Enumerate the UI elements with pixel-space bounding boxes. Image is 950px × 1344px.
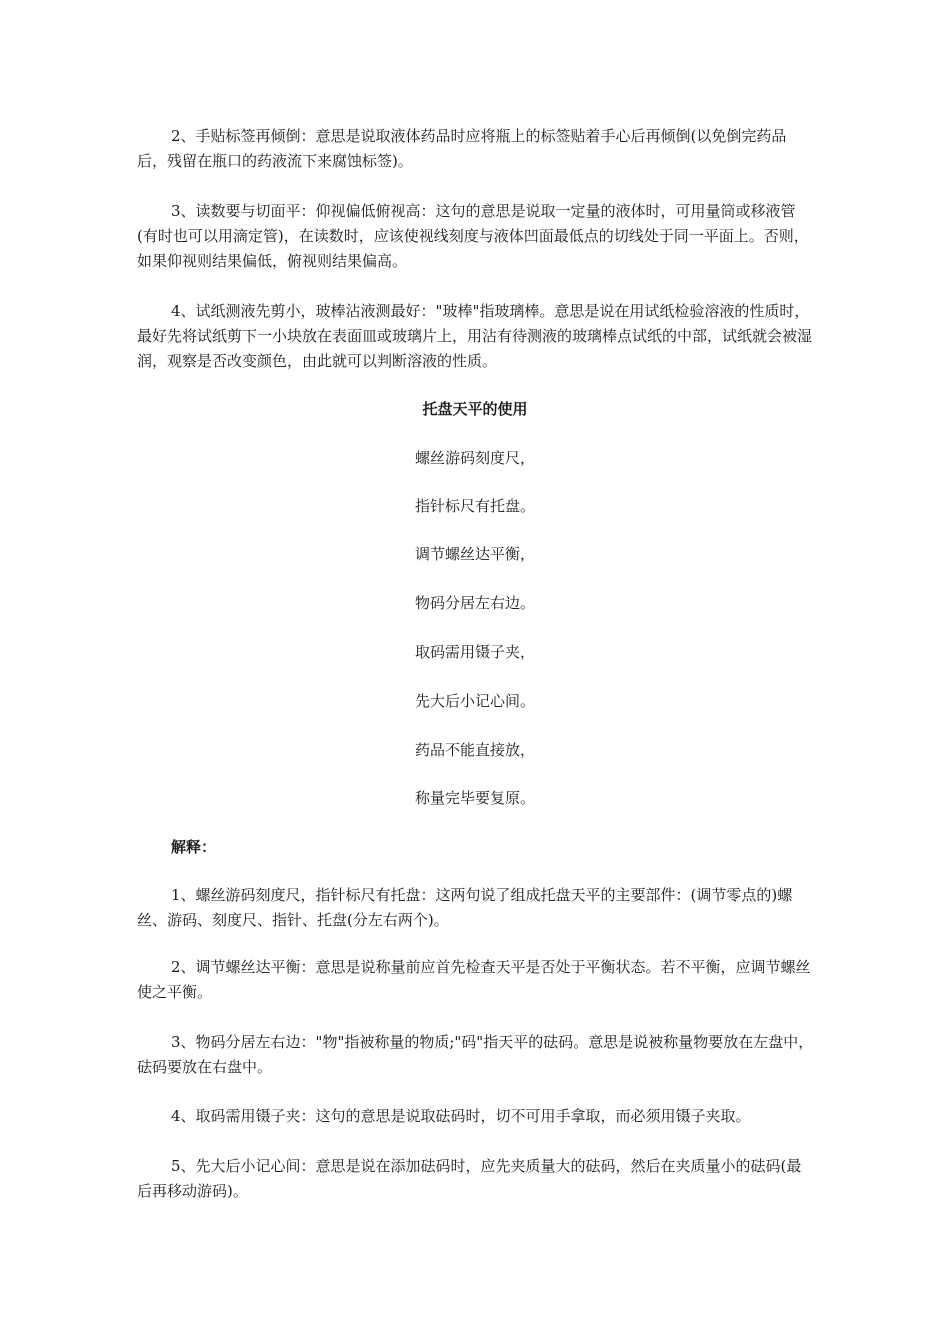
verse-line: 称量完毕要复原。	[414, 789, 535, 807]
paragraph-label-tip: 2、手贴标签再倾倒：意思是说取液体药品时应将瓶上的标签贴着手心后再倾倒(以免倒完药品后，残留在瓶口的药液流下来腐蚀标签)。	[137, 127, 787, 170]
explanation-item: 1、螺丝游码刻度尺，指针标尺有托盘：这两句说了组成托盘天平的主要部件：(调节零点的)螺丝、游码、刻度尺、指针、托盘(分左右两个)。	[137, 886, 793, 929]
paragraph-reading-tip: 3、读数要与切面平：仰视偏低俯视高：这句的意思是说取一定量的液体时，可用量筒或移液管(有时也可以用滴定管)，在读数时，应该使视线刻度与液体凹面最低点的切线处于同一平面上。否则，如果仰视则结果偏低，俯视则结果偏高。	[137, 202, 809, 270]
verse-line: 药品不能直接放，	[414, 741, 535, 759]
verse-line: 螺丝游码刻度尺，	[414, 449, 535, 467]
explanation-item: 3、物码分居左右边："物"指被称量的物质;"码"指天平的砝码。意思是说被称量物要放在左盘中，砝码要放在右盘中。	[137, 1033, 814, 1076]
verse-line: 取码需用镊子夹，	[414, 643, 535, 661]
verse-line: 指针标尺有托盘。	[414, 497, 535, 515]
section-title: 托盘天平的使用	[422, 400, 528, 418]
paragraph-test-paper-tip: 4、试纸测液先剪小，玻棒沾液测最好："玻棒"指玻璃棒。意思是说在用试纸检验溶液的性质时，最好先将试纸剪下一小块放在表面皿或玻璃片上，用沾有待测液的玻璃棒点试纸的中部，试纸就会被湿润，观察是否改变颜色，由此就可以判断溶液的性质。	[137, 302, 813, 370]
explanation-item: 5、先大后小记心间：意思是说在添加砝码时，应先夹质量大的砝码，然后在夹质量小的砝码(最后再移动游码)。	[137, 1157, 802, 1200]
verse-line: 先大后小记心间。	[414, 692, 535, 710]
explanation-item: 4、取码需用镊子夹：这句的意思是说取砝码时，切不可用手拿取，而必须用镊子夹取。	[171, 1107, 751, 1125]
explain-heading: 解释：	[171, 838, 217, 856]
verse-line: 物码分居左右边。	[414, 594, 535, 612]
verse-line: 调节螺丝达平衡，	[414, 545, 535, 563]
explanation-item: 2、调节螺丝达平衡：意思是说称量前应首先检查天平是否处于平衡状态。若不平衡，应调节螺丝使之平衡。	[137, 958, 811, 1001]
